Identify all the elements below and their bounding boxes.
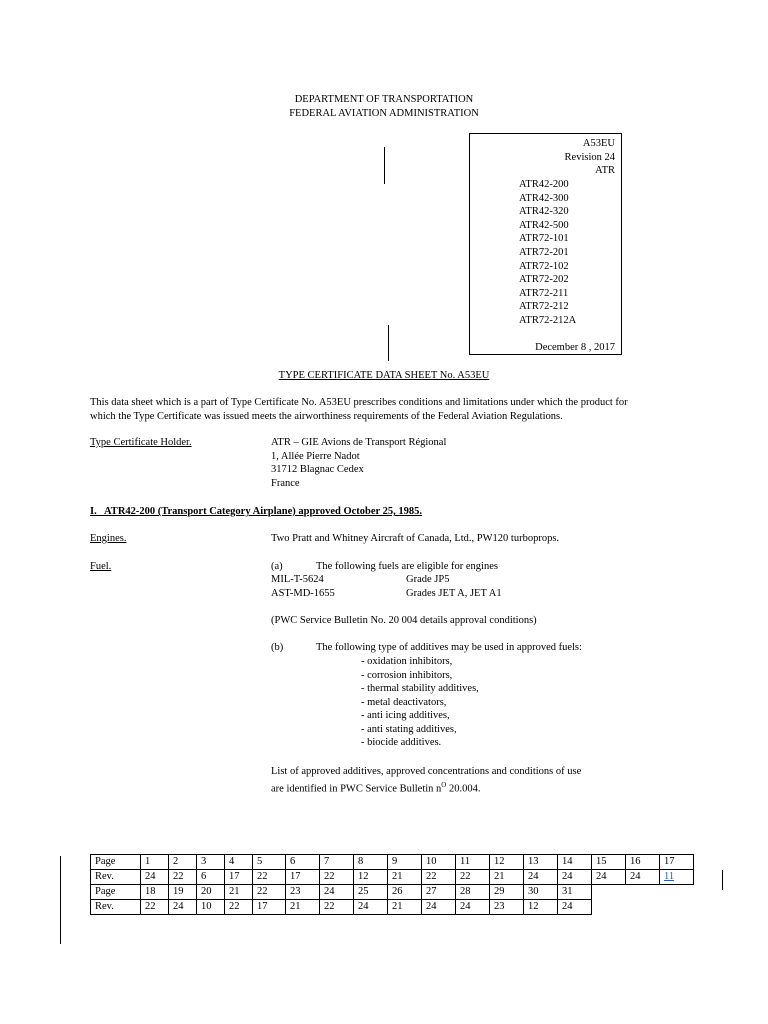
model-item: ATR72-201 [519, 246, 569, 258]
page-cell: 26 [388, 885, 422, 900]
model-item: ATR72-211 [519, 287, 569, 299]
rev-cell: 21 [388, 870, 422, 885]
model-item: ATR42-320 [519, 206, 569, 218]
rev-cell: 24 [456, 900, 490, 915]
additive-item: - anti stating additives, [361, 723, 457, 735]
change-bar [60, 856, 61, 944]
model-item: ATR72-212 [519, 301, 569, 313]
additives-list [361, 655, 479, 750]
rev-cell: 17 [225, 870, 253, 885]
page-cell: 5 [253, 855, 286, 870]
rev-cell: 21 [388, 900, 422, 915]
table-row [91, 900, 694, 915]
fuel-b-marker: (b) [271, 642, 284, 653]
fuel-a-text: The following fuels are eligible for engines [316, 561, 498, 572]
page-cell: 8 [354, 855, 388, 870]
rev-cell: 23 [490, 900, 524, 915]
fuel-label: Fuel. [90, 561, 112, 572]
page-cell: 20 [197, 885, 225, 900]
page-cell: 23 [286, 885, 320, 900]
page-cell: 3 [197, 855, 225, 870]
table-row [91, 885, 694, 900]
rev-cell: 22 [141, 900, 169, 915]
rev-cell: 24 [354, 900, 388, 915]
model-item: ATR42-500 [519, 219, 569, 231]
page-cell: 10 [422, 855, 456, 870]
table-row [91, 855, 694, 870]
fuel-spec: AST-MD-1655 [271, 588, 335, 599]
fuel-a-marker: (a) [271, 561, 283, 572]
rev-cell: 24 [626, 870, 660, 885]
additive-item: - thermal stability additives, [361, 683, 479, 694]
rev-cell: 22 [422, 870, 456, 885]
additive-item: - oxidation inhibitors, [361, 656, 453, 667]
sheet-date: December 8 , 2017 [535, 342, 615, 353]
model-item: ATR42-300 [519, 192, 569, 204]
rev-cell: 24 [558, 900, 592, 915]
rev-cell: 24 [422, 900, 456, 915]
certificate-id-box [469, 133, 622, 355]
model-item: ATR72-212A [519, 314, 577, 326]
rev-cell: 22 [320, 900, 354, 915]
holder-label: Type Certificate Holder. [90, 437, 192, 448]
additive-item: - anti icing additives, [361, 710, 450, 721]
rev-cell: 22 [320, 870, 354, 885]
closing-text: are identified in PWC Service Bulletin n [271, 783, 442, 795]
rev-cell: 6 [197, 870, 225, 885]
rev-cell: 21 [286, 900, 320, 915]
page-cell: 9 [388, 855, 422, 870]
change-bar [722, 870, 723, 890]
section-heading: I. ATR42-200 (Transport Category Airplane) approved October 25, 1985. [90, 506, 423, 517]
rev-cell: 21 [490, 870, 524, 885]
table-row [91, 870, 694, 885]
fuel-grade: Grade JP5 [406, 574, 450, 585]
page-cell: 6 [286, 855, 320, 870]
fuel-b-text: The following type of additives may be used in approved fuels: [316, 642, 582, 653]
additive-item: - corrosion inhibitors, [361, 669, 453, 681]
department-header [0, 93, 768, 120]
page-cell: 30 [524, 885, 558, 900]
rev-cell: 17 [253, 900, 286, 915]
rev-cell: 12 [524, 900, 558, 915]
page-cell: 2 [169, 855, 197, 870]
engines-label: Engines. [90, 533, 127, 544]
page-cell: 14 [558, 855, 592, 870]
page-cell: 11 [456, 855, 490, 870]
revision-table [90, 854, 694, 915]
page-cell: 17 [660, 855, 694, 870]
rev-cell: 22 [456, 870, 490, 885]
document-title [0, 369, 768, 383]
row-label: Rev. [91, 870, 141, 885]
engines-value: Two Pratt and Whitney Aircraft of Canada, Ltd., PW120 turboprops. [271, 533, 560, 544]
rev-cell: 22 [253, 870, 286, 885]
holder-line: ATR – GIE Avions de Transport Régional [271, 437, 447, 448]
rev-cell: 22 [225, 900, 253, 915]
empty-cell [592, 885, 694, 900]
intro-line: This data sheet which is a part of Type Certificate No. A53EU prescribes conditions and limitations under which the product for [90, 397, 628, 408]
page-cell: 24 [320, 885, 354, 900]
page-cell: 22 [253, 885, 286, 900]
rev-cell: 24 [169, 900, 197, 915]
page-cell: 28 [456, 885, 490, 900]
holder-address [271, 436, 446, 490]
closing-line [271, 779, 480, 796]
page-cell: 1 [141, 855, 169, 870]
additive-item: - biocide additives. [361, 737, 442, 748]
change-bar [384, 147, 385, 184]
rev-cell: 12 [354, 870, 388, 885]
rev-cell: 22 [169, 870, 197, 885]
rev-cell: 24 [524, 870, 558, 885]
fuel-grade: Grades JET A, JET A1 [406, 588, 502, 599]
revision-link[interactable]: 11 [664, 871, 675, 882]
page-cell: 25 [354, 885, 388, 900]
rev-cell: 24 [558, 870, 592, 885]
row-label: Page [91, 885, 141, 900]
page-cell: 4 [225, 855, 253, 870]
page-cell: 12 [490, 855, 524, 870]
model-item: ATR72-202 [519, 274, 569, 286]
model-list [519, 178, 576, 328]
additive-item: - metal deactivators, [361, 696, 447, 708]
closing-text: 20.004. [446, 783, 481, 795]
bulletin-note: (PWC Service Bulletin No. 20 004 details approval conditions) [271, 615, 537, 626]
rev-cell-link[interactable] [660, 870, 694, 885]
rev-cell: 17 [286, 870, 320, 885]
fuel-spec: MIL-T-5624 [271, 574, 324, 585]
empty-cell [592, 900, 694, 915]
page-cell: 7 [320, 855, 354, 870]
page-cell: 31 [558, 885, 592, 900]
holder-line: 31712 Blagnac Cedex [271, 464, 364, 475]
page-cell: 29 [490, 885, 524, 900]
intro-line: which the Type Certificate was issued meets the airworthiness requirements of the Federal Aviation Regulations. [90, 410, 563, 422]
model-item: ATR72-101 [519, 233, 569, 245]
change-bar [388, 325, 389, 361]
row-label: Page [91, 855, 141, 870]
page-cell: 18 [141, 885, 169, 900]
holder-line: France [271, 477, 300, 489]
page-cell: 19 [169, 885, 197, 900]
certificate-number: A53EU [582, 138, 615, 149]
revision-number: Revision 24 [564, 152, 615, 163]
rev-cell: 10 [197, 900, 225, 915]
model-item: ATR72-102 [519, 260, 569, 272]
model-item: ATR42-200 [519, 179, 569, 190]
row-label: Rev. [91, 900, 141, 915]
page-cell: 13 [524, 855, 558, 870]
closing-line: List of approved additives, approved concentrations and conditions of use [271, 766, 582, 777]
administration-line: FEDERAL AVIATION ADMINISTRATION [289, 107, 479, 119]
number-superscript: O [441, 781, 447, 789]
page-cell: 27 [422, 885, 456, 900]
page-cell: 15 [592, 855, 626, 870]
page-cell: 16 [626, 855, 660, 870]
make-name: ATR [595, 165, 615, 176]
document-title-text: TYPE CERTIFICATE DATA SHEET No. A53EU [278, 370, 490, 381]
holder-line: 1, Allée Pierre Nadot [271, 450, 360, 462]
intro-paragraph [90, 396, 628, 423]
department-line: DEPARTMENT OF TRANSPORTATION [294, 94, 474, 105]
page-cell: 21 [225, 885, 253, 900]
rev-cell: 24 [141, 870, 169, 885]
rev-cell: 24 [592, 870, 626, 885]
